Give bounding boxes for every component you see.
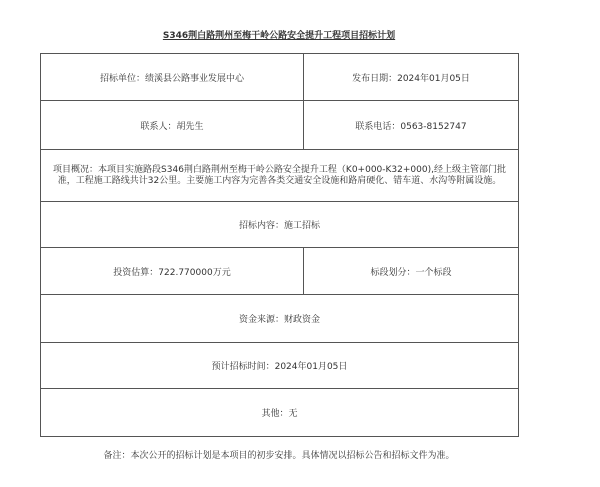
investment-estimate-cell: 投资估算：722.770000万元 bbox=[41, 248, 304, 295]
table-row bbox=[41, 295, 519, 343]
table-row bbox=[41, 54, 519, 101]
remark-note: 备注：本次公开的招标计划是本项目的初步安排。具体情况以招标公告和招标文件为准。 bbox=[103, 451, 455, 461]
table-row bbox=[41, 343, 519, 389]
contact-phone-cell: 联系电话：0563-8152747 bbox=[304, 101, 519, 150]
table-row bbox=[41, 150, 519, 202]
table-row bbox=[41, 202, 519, 248]
publish-date-cell: 发布日期：2024年01月05日 bbox=[304, 54, 519, 101]
tender-plan-table bbox=[40, 53, 519, 437]
contact-person-cell: 联系人：胡先生 bbox=[41, 101, 304, 150]
project-overview-cell: 项目概况：本项目实施路段S346荆白路荆州至梅干岭公路安全提升工程（K0+000-K32+000),经上级主管部门批准，工程施工路线共计32公里。主要施工内容为完善各类交通安全设施和路肩硬化、错车道、水沟等附属设施。 bbox=[41, 150, 519, 202]
table-row bbox=[41, 248, 519, 295]
other-cell: 其他：无 bbox=[41, 389, 519, 437]
fund-source-cell: 资金来源：财政资金 bbox=[41, 295, 519, 343]
planned-tender-time-cell: 预计招标时间：2024年01月05日 bbox=[41, 343, 519, 389]
tender-content-cell: 招标内容：施工招标 bbox=[41, 202, 519, 248]
tenderer-cell: 招标单位：绩溪县公路事业发展中心 bbox=[41, 54, 304, 101]
table-row bbox=[41, 389, 519, 437]
page-title: S346荆白路荆州至梅干岭公路安全提升工程项目招标计划 bbox=[162, 31, 396, 41]
table-row bbox=[41, 101, 519, 150]
section-division-cell: 标段划分：一个标段 bbox=[304, 248, 519, 295]
